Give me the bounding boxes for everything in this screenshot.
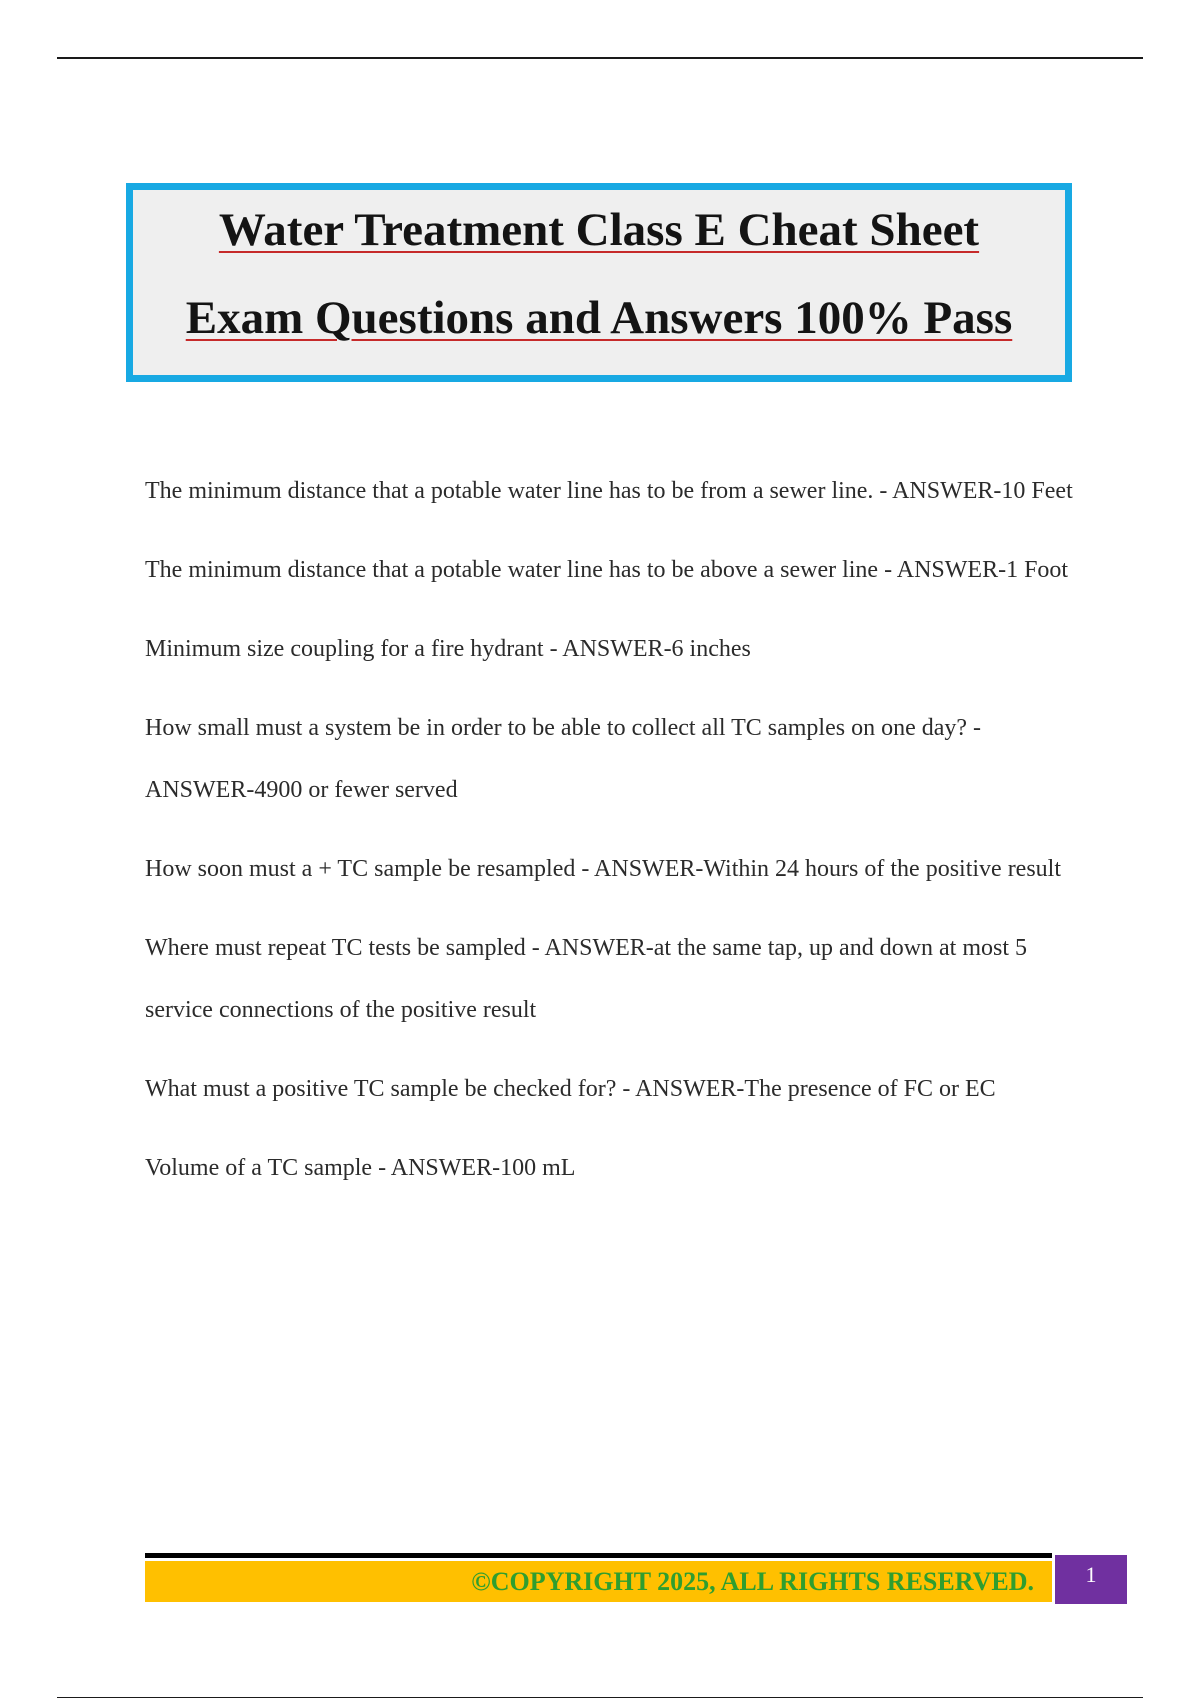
qa-item: How small must a system be in order to be able to collect all TC samples on one day? - ANSWER-4900 or fewer served: [145, 715, 982, 803]
qa-list: [145, 460, 1075, 1216]
footer-bar: [145, 1561, 1052, 1602]
qa-item: What must a positive TC sample be checked for? - ANSWER-The presence of FC or EC: [145, 1076, 996, 1102]
title-box: [126, 183, 1072, 382]
qa-item: The minimum distance that a potable water line has to be above a sewer line - ANSWER-1 Foot: [145, 557, 1069, 583]
qa-item: Where must repeat TC tests be sampled - ANSWER-at the same tap, up and down at most 5 service connections of the positive result: [145, 935, 1028, 1023]
bottom-rule: [57, 1697, 1143, 1698]
top-rule: [57, 57, 1143, 59]
qa-item: The minimum distance that a potable water line has to be from a sewer line. - ANSWER-10 Feet: [145, 478, 1073, 504]
title-line-2-text: Exam Questions and Answers 100% Pass: [185, 292, 1013, 344]
qa-item: Volume of a TC sample - ANSWER-100 mL: [145, 1155, 576, 1181]
title-line-1-text: Water Treatment Class E Cheat Sheet: [218, 204, 980, 256]
title-line-2: [133, 291, 1065, 345]
copyright-text: ©COPYRIGHT 2025, ALL RIGHTS RESERVED.: [471, 1567, 1034, 1596]
qa-item: How soon must a + TC sample be resampled - ANSWER-Within 24 hours of the positive result: [145, 856, 1062, 882]
qa-item: Minimum size coupling for a fire hydrant - ANSWER-6 inches: [145, 636, 751, 662]
page-number: 1: [1055, 1555, 1127, 1604]
title-line-1: [133, 203, 1065, 257]
footer-divider: [145, 1553, 1052, 1558]
